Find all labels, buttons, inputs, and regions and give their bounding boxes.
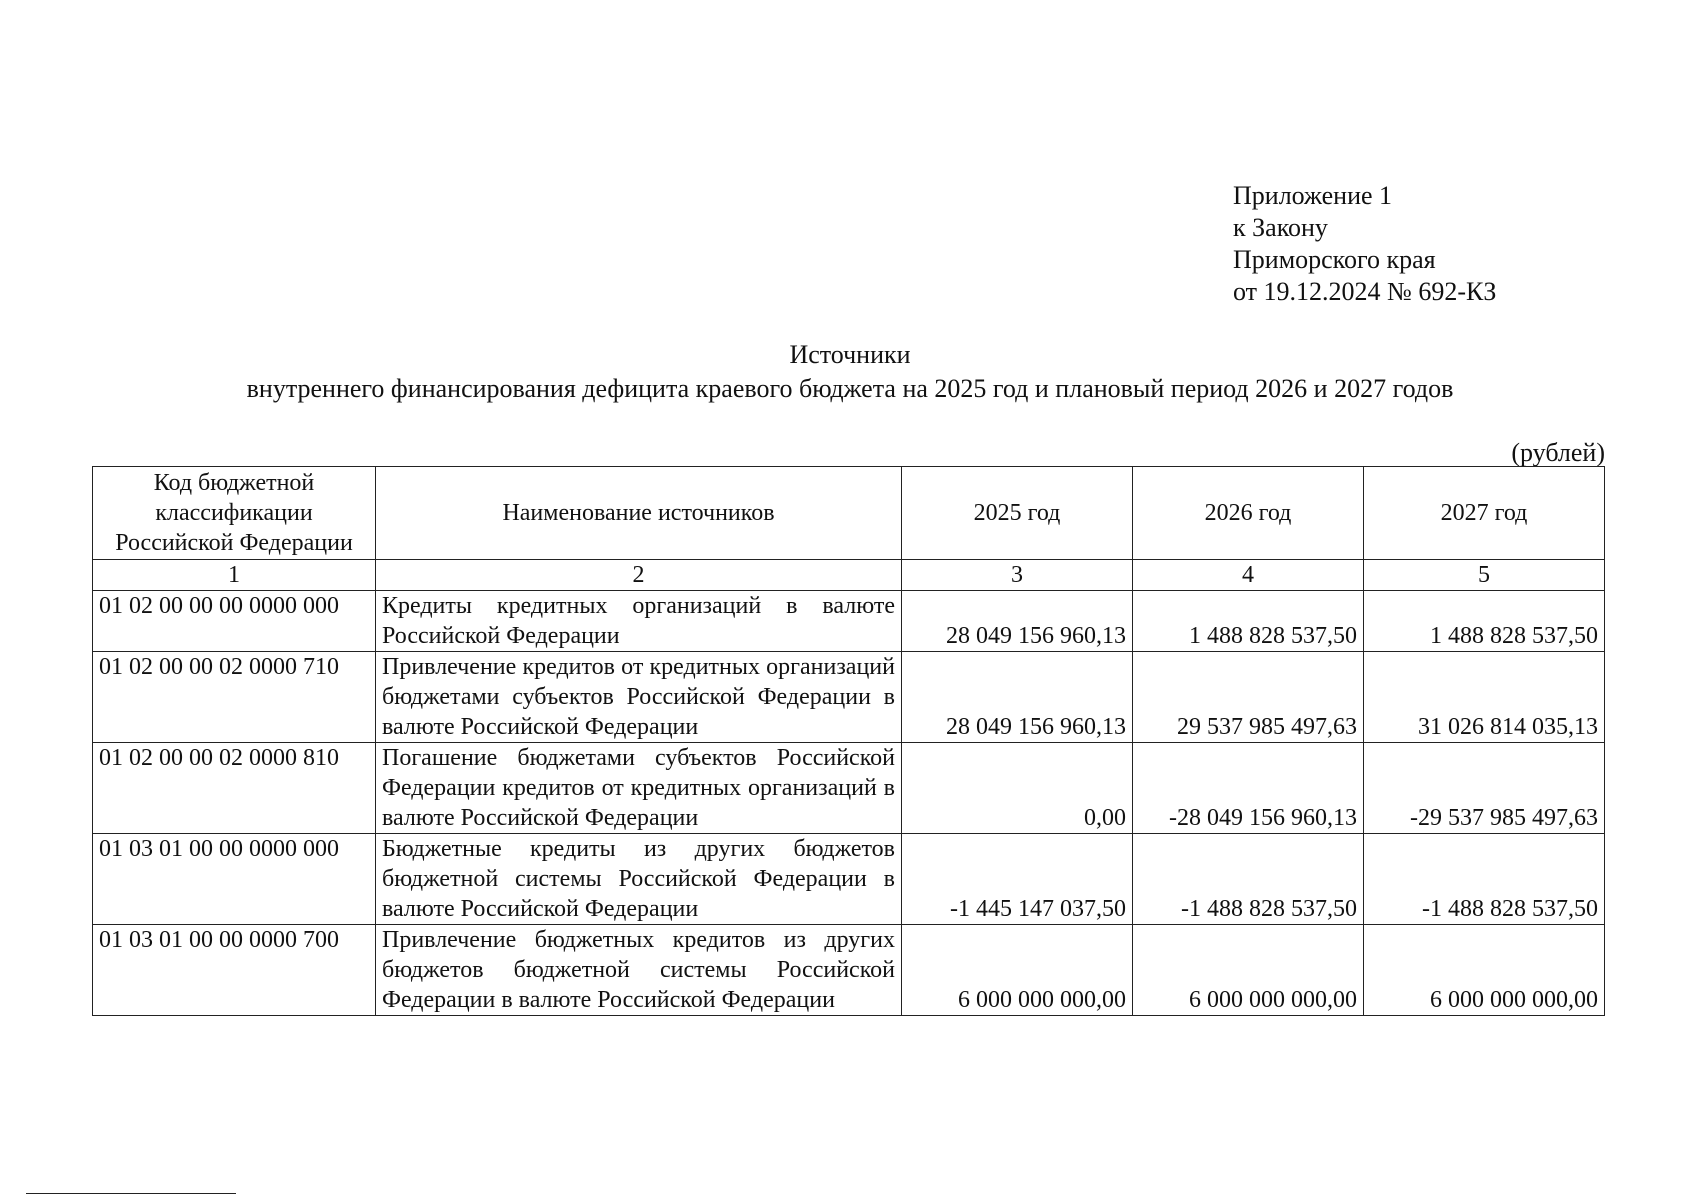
row-name: Привлечение бюджетных кредитов из других бюджетов бюджетной системы Российской Федерации в валюте Российской Федерации xyxy=(376,925,902,1016)
row-name: Погашение бюджетами субъектов Российской Федерации кредитов от кредитных организаций в валюте Российской Федерации xyxy=(376,743,902,834)
row-value-2027: 6 000 000 000,00 xyxy=(1364,925,1605,1016)
row-value-2027: 31 026 814 035,13 xyxy=(1364,652,1605,743)
row-value-2025: 0,00 xyxy=(902,743,1133,834)
column-number: 4 xyxy=(1133,560,1364,591)
column-number: 5 xyxy=(1364,560,1605,591)
row-value-2025: 28 049 156 960,13 xyxy=(902,652,1133,743)
appendix-line-1: Приложение 1 xyxy=(1233,181,1393,210)
column-number-row xyxy=(93,560,1605,591)
row-value-2027: -29 537 985 497,63 xyxy=(1364,743,1605,834)
appendix-line-4: от 19.12.2024 № 692-КЗ xyxy=(1233,277,1497,306)
column-number: 3 xyxy=(902,560,1133,591)
row-value-2027: -1 488 828 537,50 xyxy=(1364,834,1605,925)
row-value-2026: -28 049 156 960,13 xyxy=(1133,743,1364,834)
header-code: Код бюджетной классификации Российской Федерации xyxy=(93,467,376,560)
units-label: (рублей) xyxy=(1511,438,1605,467)
row-value-2026: 29 537 985 497,63 xyxy=(1133,652,1364,743)
row-value-2027: 1 488 828 537,50 xyxy=(1364,591,1605,652)
row-code: 01 02 00 00 00 0000 000 xyxy=(93,591,376,652)
column-number: 2 xyxy=(376,560,902,591)
row-name: Кредиты кредитных организаций в валюте Российской Федерации xyxy=(376,591,902,652)
row-name: Привлечение кредитов от кредитных организаций бюджетами субъектов Российской Федерации в валюте Российской Федерации xyxy=(376,652,902,743)
document-title: Источники xyxy=(789,340,911,369)
appendix-header xyxy=(1233,180,1496,308)
row-value-2026: 1 488 828 537,50 xyxy=(1133,591,1364,652)
row-value-2026: -1 488 828 537,50 xyxy=(1133,834,1364,925)
row-value-2025: 6 000 000 000,00 xyxy=(902,925,1133,1016)
financing-sources-table xyxy=(92,466,1605,1016)
appendix-line-3: Приморского края xyxy=(1233,245,1436,274)
header-name: Наименование источников xyxy=(376,467,902,560)
table-row xyxy=(93,652,1605,743)
table-row xyxy=(93,743,1605,834)
row-code: 01 03 01 00 00 0000 000 xyxy=(93,834,376,925)
footnote-divider xyxy=(26,1193,236,1194)
header-2027: 2027 год xyxy=(1364,467,1605,560)
table-row xyxy=(93,834,1605,925)
row-code: 01 02 00 00 02 0000 710 xyxy=(93,652,376,743)
header-2025: 2025 год xyxy=(902,467,1133,560)
row-value-2025: -1 445 147 037,50 xyxy=(902,834,1133,925)
document-subtitle: внутреннего финансирования дефицита краевого бюджета на 2025 год и плановый период 2026 и 2027 годов xyxy=(246,374,1454,403)
table-row xyxy=(93,591,1605,652)
row-code: 01 02 00 00 02 0000 810 xyxy=(93,743,376,834)
header-2026: 2026 год xyxy=(1133,467,1364,560)
appendix-line-2: к Закону xyxy=(1233,213,1328,242)
row-value-2025: 28 049 156 960,13 xyxy=(902,591,1133,652)
row-value-2026: 6 000 000 000,00 xyxy=(1133,925,1364,1016)
row-code: 01 03 01 00 00 0000 700 xyxy=(93,925,376,1016)
column-number: 1 xyxy=(93,560,376,591)
table-row xyxy=(93,925,1605,1016)
row-name: Бюджетные кредиты из других бюджетов бюджетной системы Российской Федерации в валюте Российской Федерации xyxy=(376,834,902,925)
table-header-row xyxy=(93,467,1605,560)
